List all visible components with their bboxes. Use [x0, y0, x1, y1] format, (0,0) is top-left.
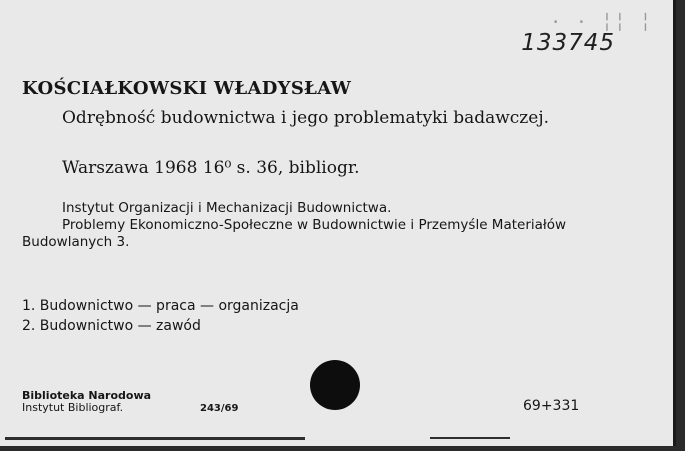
- punch-hole: [310, 360, 360, 410]
- catalog-number: 133745: [521, 30, 615, 56]
- work-title: Odrębność budownictwa i jego problematyki badawczej.: [62, 108, 549, 128]
- series-line-2: Problemy Ekonomiczno-Społeczne w Budownictwie i Przemyśle Materiałów Budowlanych 3.: [22, 217, 567, 250]
- subject-heading: 2. Budownictwo — zawód: [22, 318, 201, 334]
- library-institute: Instytut Bibliograf.: [22, 401, 124, 414]
- series-note: [22, 200, 592, 251]
- classification-code: 69+331: [523, 398, 580, 414]
- series-line-1: Instytut Organizacji i Mechanizacji Budownictwa.: [62, 200, 392, 216]
- author-heading: KOŚCIAŁKOWSKI WŁADYSŁAW: [22, 78, 352, 99]
- library-imprint: [22, 390, 151, 414]
- reference-code: 243/69: [200, 403, 239, 414]
- subject-heading: 1. Budownictwo — praca — organizacja: [22, 298, 299, 314]
- publication-info: Warszawa 1968 16⁰ s. 36, bibliogr.: [62, 158, 360, 178]
- punch-marks: · · ╎╎ ╎: [550, 12, 653, 33]
- subject-headings: [22, 296, 299, 336]
- bottom-rule: [5, 437, 305, 440]
- bottom-rule-2: [430, 437, 510, 439]
- library-name: Biblioteka Narodowa: [22, 389, 152, 402]
